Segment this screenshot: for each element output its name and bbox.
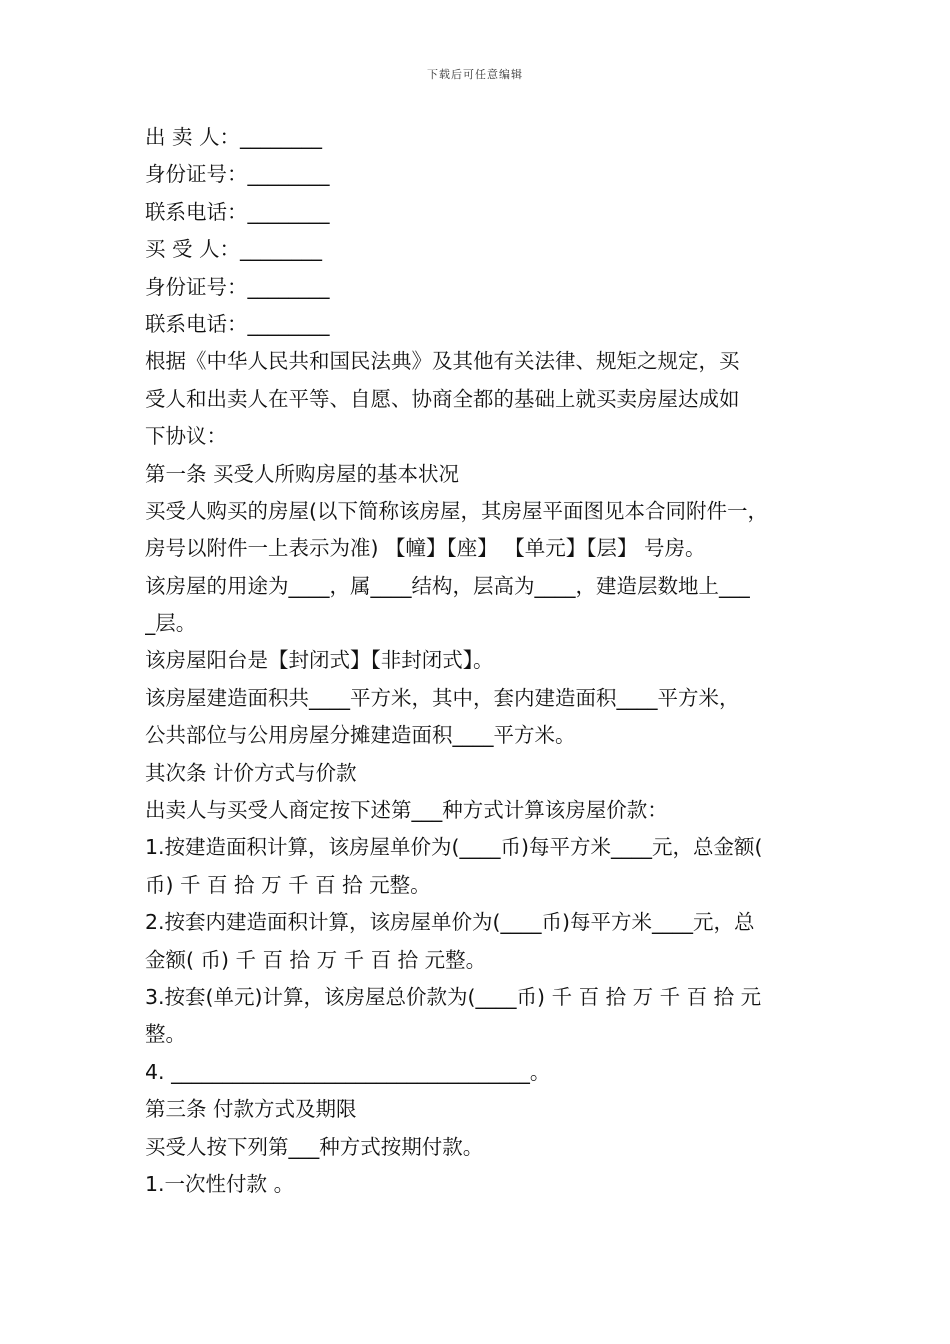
buyer-id-line: 身份证号：________ [145,274,330,299]
list-item: 2.按套内建造面积计算，该房屋单价为(____币)每平方米____元，总 [145,910,755,935]
seller-id-line: 身份证号：________ [145,162,330,187]
seller-phone-line: 联系电话：________ [145,199,330,224]
paragraph-line: 买受人购买的房屋(以下简称该房屋，其房屋平面图见本合同附件一， [145,498,768,523]
buyer-name-line: 买 受 人：________ [145,237,323,262]
seller-name-line: 出 卖 人：________ [145,125,323,149]
preamble-line: 下协议： [145,424,227,449]
paragraph-line: 房号以附件一上表示为准) 【幢】【座】 【单元】【层】 号房。 [145,536,706,561]
buyer-phone-line: 联系电话：________ [145,311,330,336]
paragraph-line: 出卖人与买受人商定按下述第___种方式计算该房屋价款： [145,798,668,823]
paragraph-line: _层。 [145,611,197,636]
paragraph-line: 该房屋阳台是【封闭式】【非封闭式】。 [145,648,494,673]
paragraph-line: 公共部位与公用房屋分摊建造面积____平方米。 [145,723,576,748]
page-header: 下载后可任意编辑 [427,68,523,81]
preamble-line: 根据《中华人民共和国民法典》及其他有关法律、规矩之规定，买 [145,349,740,374]
contract-body [145,119,817,1203]
preamble-line: 受人和出卖人在平等、自愿、协商全都的基础上就买卖房屋达成如 [145,386,740,411]
article-heading: 其次条 计价方式与价款 [145,760,357,785]
list-item: 1.按建造面积计算，该房屋单价为(____币)每平方米____元，总金额( [145,835,763,860]
list-item: 1.一次性付款 。 [145,1171,295,1196]
paragraph-line: 买受人按下列第___种方式按期付款。 [145,1134,484,1159]
list-item: 整。 [145,1022,186,1047]
article-heading: 第三条 付款方式及期限 [145,1097,357,1122]
list-item: 4. ___________________________________。 [145,1059,551,1084]
list-item: 3.按套(单元)计算，该房屋总价款为(____币) 千 百 拾 万 千 百 拾 元 [145,984,762,1009]
list-item: 币) 千 百 拾 万 千 百 拾 元整。 [145,872,431,897]
paragraph-line: 该房屋建造面积共____平方米，其中，套内建造面积____平方米， [145,685,740,710]
list-item: 金额( 币) 千 百 拾 万 千 百 拾 元整。 [145,947,487,972]
article-heading: 第一条 买受人所购房屋的基本状况 [145,461,460,486]
paragraph-line: 该房屋的用途为____，属____结构，层高为____，建造层数地上___ [145,573,750,598]
